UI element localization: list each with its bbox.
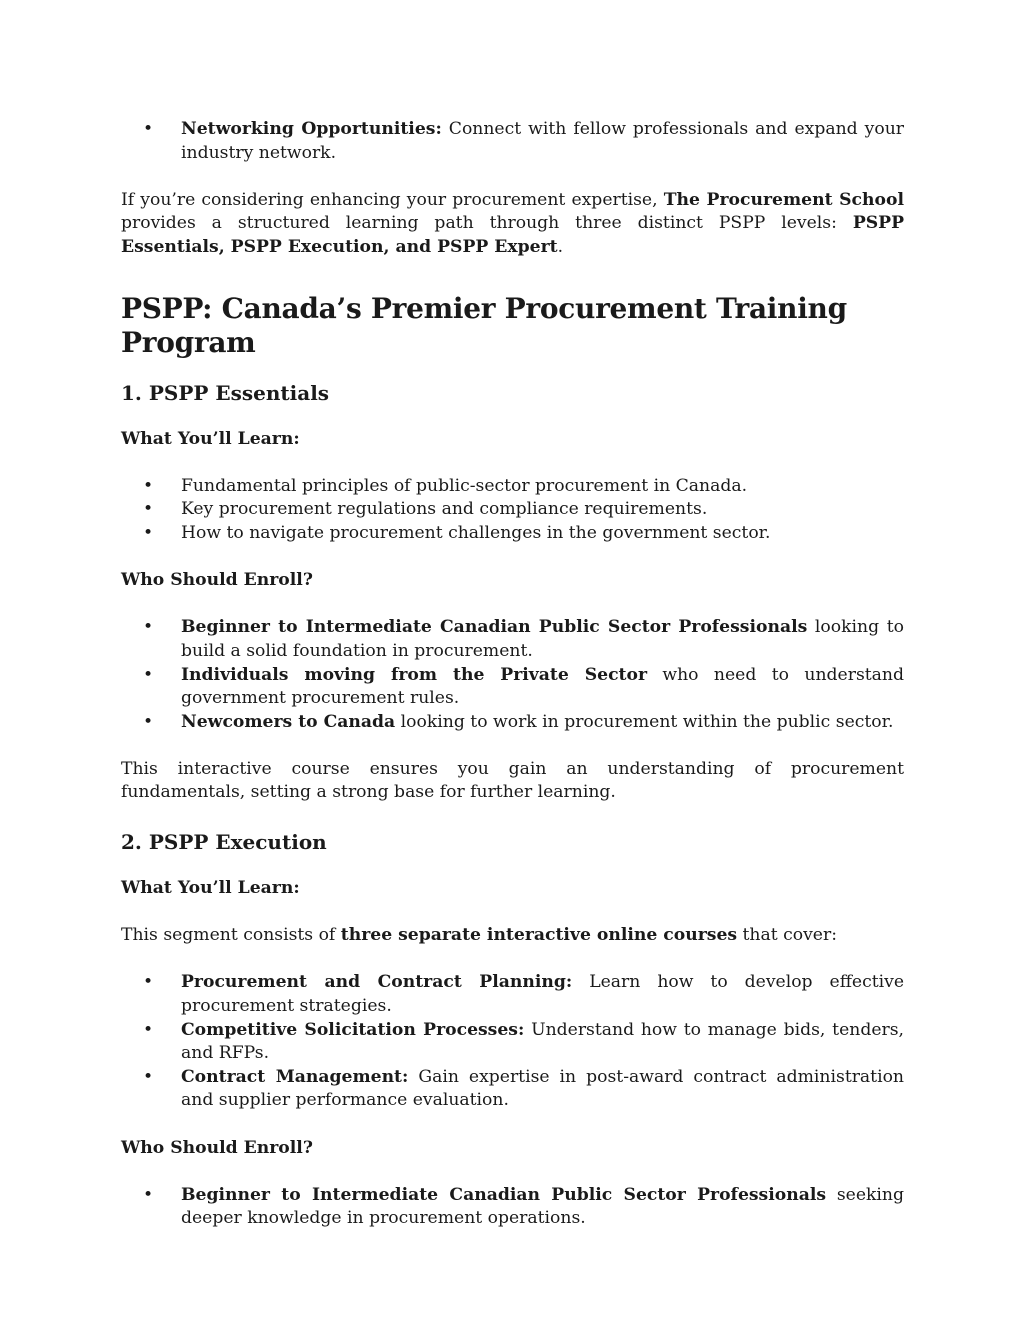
list-item — [121, 711, 904, 735]
bullet-bold-label: Individuals moving from the Private Sector — [181, 664, 647, 685]
bullet-text: looking to build a solid foundation in procurement. — [181, 617, 904, 661]
paragraph-text: that cover: — [737, 925, 837, 946]
bullet-bold-label: Contract Management: — [181, 1066, 409, 1087]
list-item — [121, 616, 904, 663]
pspp-levels: PSPP Essentials, PSPP Execution, and PSPP Expert — [121, 213, 904, 257]
execution-learn-list — [121, 971, 904, 1113]
bullet-bold-label: Beginner to Intermediate Canadian Public Sector Professionals — [181, 1184, 827, 1205]
list-item — [121, 1184, 904, 1231]
page-title: PSPP: Canada’s Premier Procurement Training Program — [121, 291, 847, 359]
essentials-closing-paragraph: This interactive course ensures you gain an understanding of procurement fundamentals, setting a strong base for further learning. — [121, 758, 904, 803]
subheading-who-should-enroll: Who Should Enroll? — [121, 1137, 313, 1158]
subheading-what-youll-learn: What You’ll Learn: — [121, 428, 300, 449]
bullet-text: Learn how to develop effective procurement strategies. — [181, 972, 905, 1017]
bullet-bold-label: Procurement and Contract Planning: — [181, 972, 573, 993]
paragraph-text: This segment consists of — [121, 925, 341, 946]
list-item — [121, 1019, 904, 1066]
document-page — [121, 118, 904, 1231]
bullet-text: looking to work in procurement within the public sector. — [395, 711, 894, 732]
segment-intro-paragraph — [121, 924, 904, 948]
execution-enroll-list — [121, 1184, 904, 1231]
subheading-what-youll-learn: What You’ll Learn: — [121, 878, 300, 899]
paragraph-text: If you’re considering enhancing your procurement expertise, — [121, 189, 664, 210]
list-item — [121, 1066, 904, 1113]
bullet-bold-label: Newcomers to Canada — [181, 711, 396, 732]
list-item: • How to navigate procurement challenges in the government sector. — [121, 522, 904, 546]
section-heading-execution: 2. PSPP Execution — [121, 830, 327, 855]
essentials-learn-list — [121, 475, 904, 546]
bullet-bold-label: Competitive Solicitation Processes: — [181, 1019, 525, 1040]
bullet-text: Connect with fellow professionals and expand your industry network. — [181, 119, 904, 163]
essentials-enroll-list — [121, 616, 904, 734]
courses-emphasis: three separate interactive online courses — [340, 925, 738, 946]
list-item: • Fundamental principles of public-sector procurement in Canada. — [121, 475, 904, 499]
bullet-text: Gain expertise in post-award contract administration and supplier performance evaluation. — [181, 1066, 905, 1111]
section-heading-essentials: 1. PSPP Essentials — [121, 380, 330, 405]
bullet-bold-label: Networking Opportunities: — [181, 119, 442, 139]
list-item — [121, 971, 904, 1018]
intro-paragraph — [121, 189, 904, 260]
list-item: • Key procurement regulations and compliance requirements. — [121, 498, 904, 522]
list-item — [121, 118, 904, 165]
bullet-text: Understand how to manage bids, tenders, and RFPs. — [181, 1019, 904, 1064]
bullet-bold-label: Beginner to Intermediate Canadian Public Sector Professionals — [181, 617, 808, 638]
subheading-who-should-enroll: Who Should Enroll? — [121, 570, 313, 591]
bullet-text: seeking deeper knowledge in procurement operations. — [181, 1184, 904, 1229]
paragraph-text: . — [557, 236, 564, 257]
school-name: The Procurement School — [663, 189, 904, 210]
intro-bullet-list — [121, 118, 904, 165]
list-item — [121, 664, 904, 711]
paragraph-text: provides a structured learning path through three distinct PSPP levels: — [121, 213, 853, 234]
bullet-text: who need to understand government procurement rules. — [181, 664, 904, 709]
